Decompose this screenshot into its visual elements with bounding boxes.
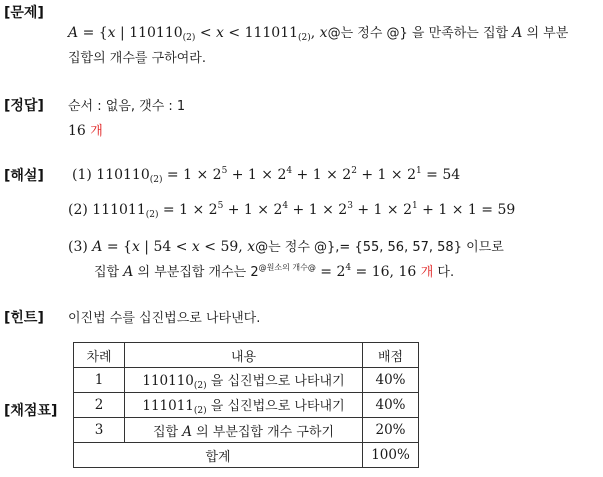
- answer-line-1: 순서 : 없음, 갯수 : 1: [68, 99, 186, 114]
- rubric-total-label: 합계: [74, 443, 363, 468]
- solution-step-3: (3) A = {x | 54 < x < 59, x@는 정수 @},= {55, 56, 57, 58} 이므로: [68, 239, 504, 255]
- answer-label: [정답]: [4, 98, 44, 114]
- problem-label: [문제]: [4, 5, 44, 21]
- rubric-total-score: 100%: [363, 443, 419, 468]
- solution-step-1: (1) $110110_{(2)} = 1 \times 2^5 + 1 \times 2^4 + 1 \times 2^2 + 1 \times 2^1 = 54$: [72, 166, 461, 185]
- problem-statement-line-1: A = {x | $110110_{(2)} < x < 111011_{(2)}$, x@는 정수 @} 을 만족하는 집합 A 의 부분: [68, 25, 569, 43]
- rubric-header-order: 차례: [74, 343, 125, 368]
- solution-step-2: (2) $111011_{(2)} = 1 \times 2^5 + 1 \times 2^4 + 1 \times 2^3 + 1 \times 2^1 + 1 \times 1 = 59$: [68, 201, 516, 220]
- answer-unit-red: 개: [90, 124, 103, 139]
- rubric-row: 1 $110110_{(2)}$ 을 십진법으로 나타내기 40%: [74, 368, 419, 393]
- answer-line-2: 16 개: [68, 123, 103, 139]
- solution-label: [해설]: [4, 168, 44, 184]
- rubric-total-row: [74, 443, 419, 468]
- hint-text: 이진법 수를 십진법으로 나타낸다.: [68, 311, 261, 326]
- rubric-header-score: 배점: [363, 343, 419, 368]
- rubric-label: [채점표]: [4, 403, 58, 419]
- rubric-row: 2 $111011_{(2)}$ 을 십진법으로 나타내기 40%: [74, 393, 419, 418]
- rubric-table: [73, 342, 419, 468]
- problem-statement-line-2: 집합의 개수를 구하여라.: [68, 51, 206, 66]
- hint-label: [힌트]: [4, 310, 44, 326]
- solution-unit-red: 개: [420, 265, 434, 280]
- rubric-header-row: [74, 343, 419, 368]
- rubric-row: 3 집합 A 의 부분집합 개수 구하기 20%: [74, 418, 419, 443]
- rubric-header-content: 내용: [125, 343, 363, 368]
- solution-step-3-conclusion: 집합 A 의 부분집합 개수는 $2^{@원소의 개수@} = 2^4 = 16$, 16 개 다.: [94, 263, 455, 280]
